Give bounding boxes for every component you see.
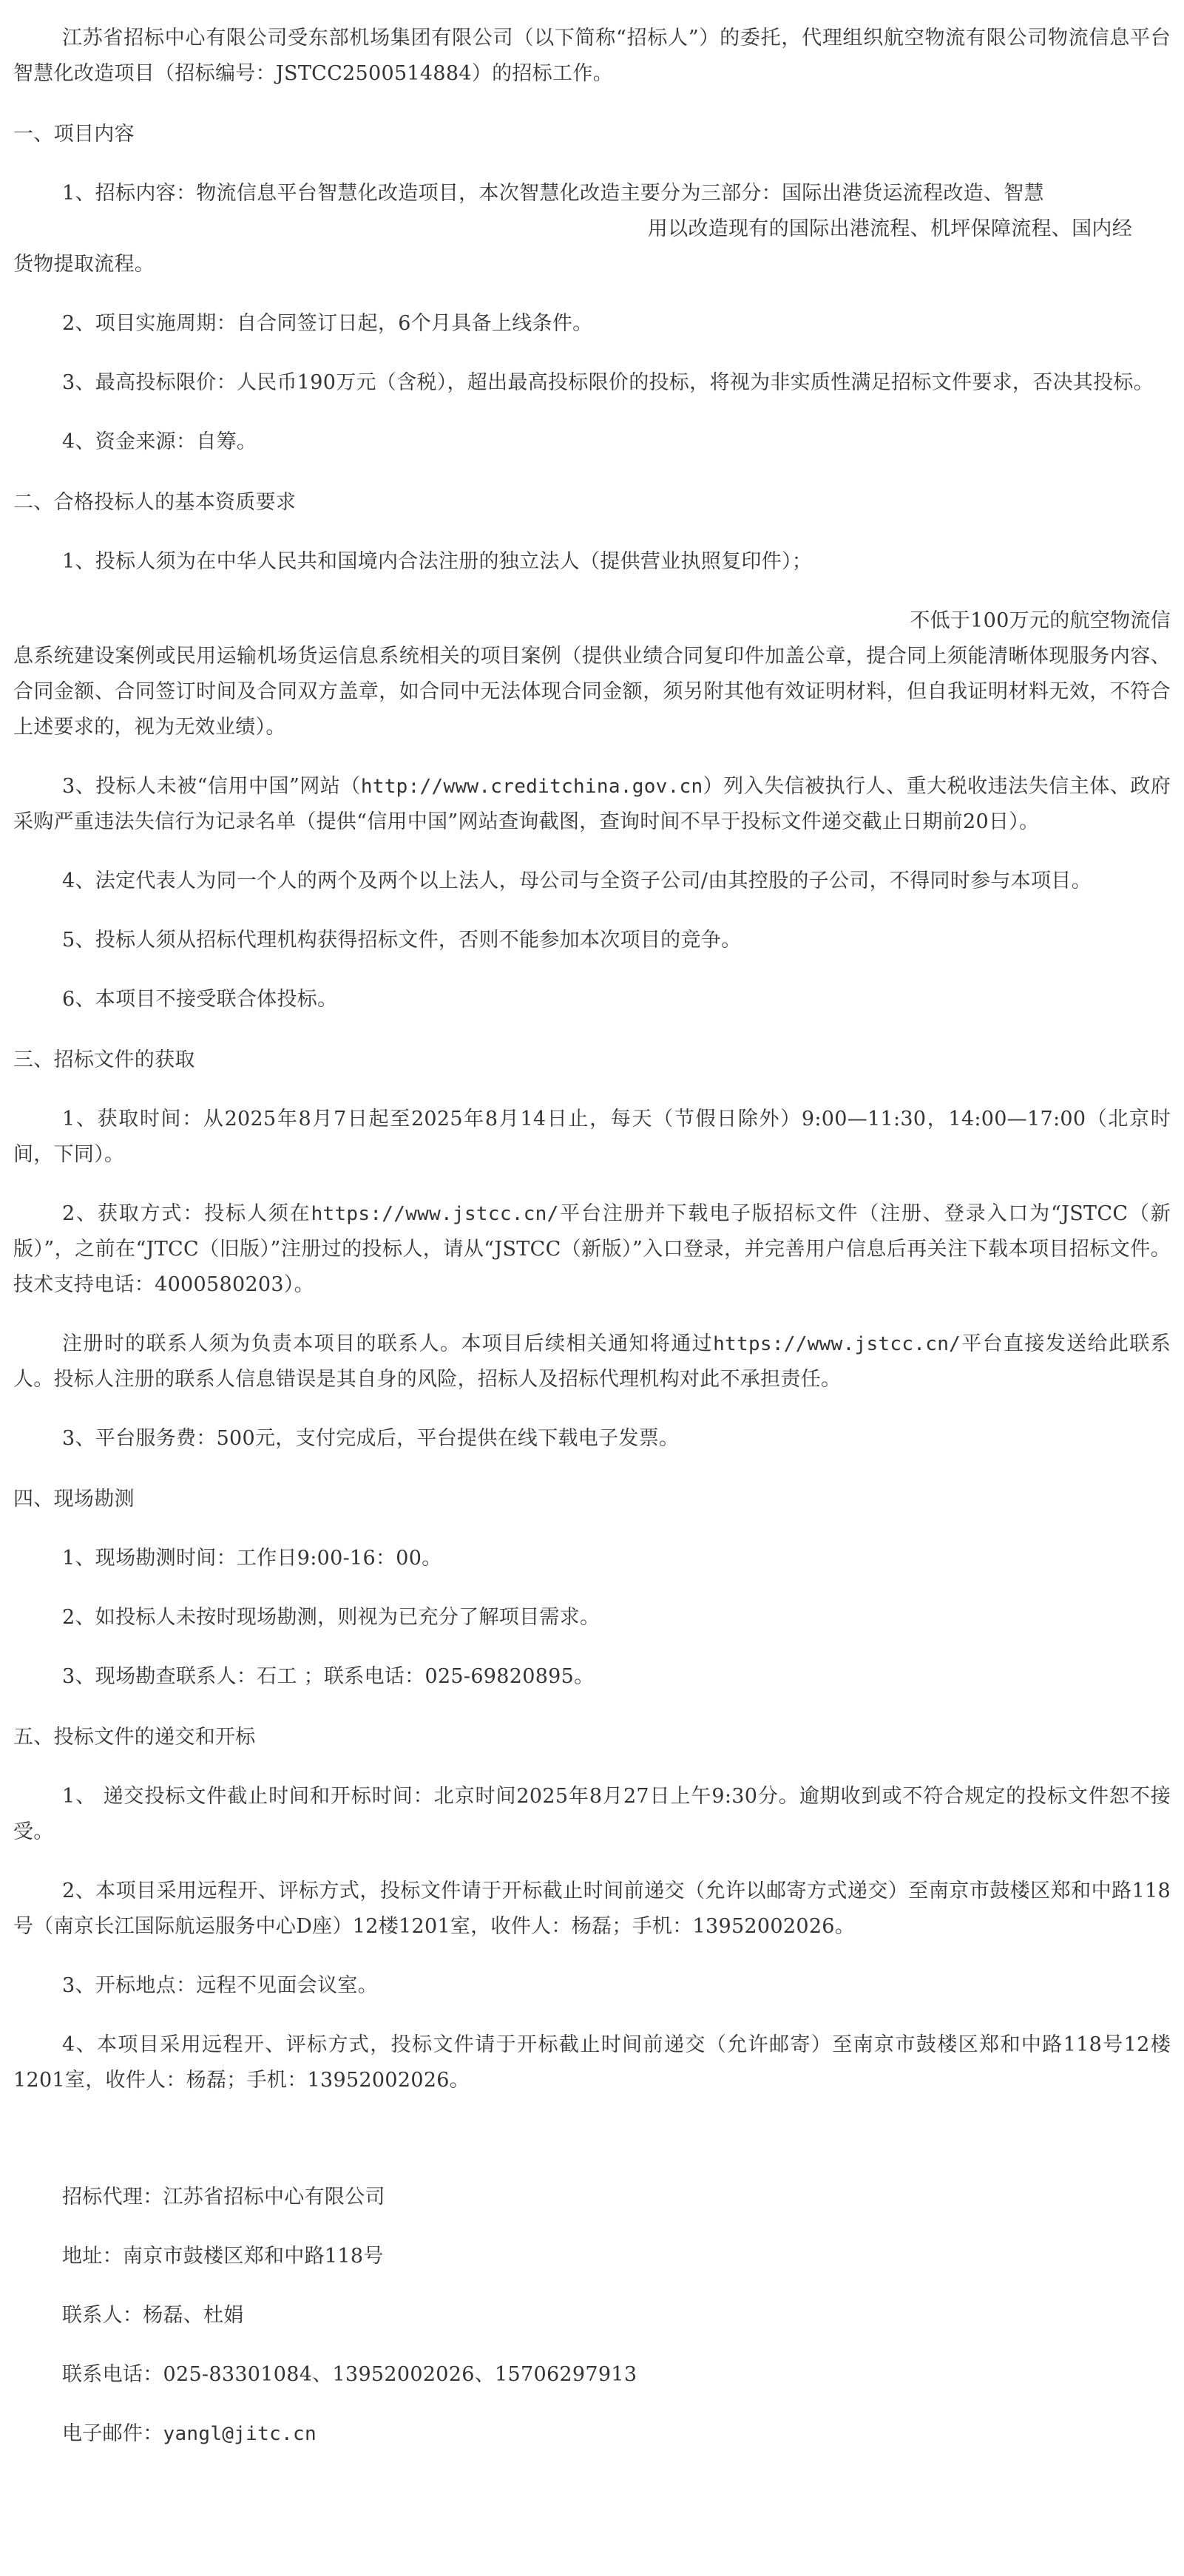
section1-heading: 一、项目内容 [13, 123, 135, 146]
section3-note-text-a: 注册时的联系人须为负责本项目的联系人。本项目后续相关通知将通过 [62, 1332, 714, 1355]
section1-item1 [13, 176, 1171, 282]
section2-item2 [13, 603, 1171, 745]
contact-agent: 招标代理：江苏省招标中心有限公司 [62, 2186, 385, 2209]
contact-phone: 联系电话：025-83301084、13952002026、15706297913 [62, 2363, 637, 2386]
contact-address: 地址：南京市鼓楼区郑和中路118号 [62, 2245, 384, 2268]
contact-email [13, 2416, 1171, 2452]
section5-item1: 1、 递交投标文件截止时间和开标时间：北京时间2025年8月27日上午9:30分。逾期收到或不符合规定的投标文件恕不接受。 [13, 1785, 1171, 1843]
section2-item4: 4、法定代表人为同一个人的两个及两个以上法人，母公司与全资子公司/由其控股的子公司，不得同时参与本项目。 [62, 870, 1092, 892]
section2-item3-text-a: 3、投标人未被“信用中国”网站（ [62, 775, 361, 798]
contact-persons: 联系人：杨磊、杜娟 [62, 2304, 244, 2327]
section1-item3: 3、最高投标限价：人民币190万元（含税），超出最高投标限价的投标，将视为非实质性满足招标文件要求，否决其投标。 [62, 371, 1154, 394]
section3-item3: 3、平台服务费：500元，支付完成后，平台提供在线下载电子发票。 [62, 1427, 680, 1450]
section2-item5: 5、投标人须从招标代理机构获得招标文件，否则不能参加本次项目的竞争。 [62, 929, 742, 952]
section4-heading: 四、现场勘测 [13, 1488, 135, 1511]
section2-item3 [13, 769, 1171, 840]
section1-item1-line2: 用以改造现有的国际出港流程、机坪保障流程、国内经 [647, 217, 1132, 240]
section3-note [13, 1326, 1171, 1397]
contact-email-label: 电子邮件： [62, 2422, 163, 2445]
jstcc-link[interactable]: https://www.jstcc.cn/ [311, 1203, 559, 1225]
section2-item2-line1: 不低于100万元的航空物流信 [910, 609, 1171, 632]
section3-item2-text-b: 平台注册并下载电子版招标文件（注册、登录入口为“JSTCC（新版）”，之前在“JTCC（旧版）”注册过的投标人，请从“JSTCC（新版）”入口登录，并完善用户信息后再关注下载本项目招标文件。技术支持电话：4000580203）。 [13, 1202, 1171, 1296]
section4-item1: 1、现场勘测时间：工作日9:00-16：00。 [62, 1547, 442, 1570]
section4-item2: 2、如投标人未按时现场勘测，则视为已充分了解项目需求。 [62, 1606, 601, 1629]
section1-item1-line3: 货物提取流程。 [13, 253, 155, 276]
section4-item3: 3、现场勘查联系人：石工 ；联系电话：025-69820895。 [62, 1665, 595, 1688]
section2-heading: 二、合格投标人的基本资质要求 [13, 491, 297, 514]
section5-item2: 2、本项目采用远程开、评标方式，投标文件请于开标截止时间前递交（允许以邮寄方式递交）至南京市鼓楼区郑和中路118号（南京长江国际航运服务中心D座）12楼1201室，收件人：杨磊；手机：13952002026。 [13, 1880, 1171, 1938]
section3-item2-text-a: 2、获取方式：投标人须在 [62, 1202, 311, 1225]
jstcc-link-2[interactable]: https://www.jstcc.cn/ [713, 1333, 961, 1355]
section2-item2-rest: 息系统建设案例或民用运输机场货运信息系统相关的项目案例（提供业绩合同复印件加盖公章，提合同上须能清晰体现服务内容、合同金额、合同签订时间及合同双方盖章，如合同中无法体现合同金额，须另附其他有效证明材料，但自我证明材料无效，不符合上述要求的，视为无效业绩）。 [13, 645, 1171, 739]
section1-item4: 4、资金来源：自筹。 [62, 430, 257, 453]
section5-heading: 五、投标文件的递交和开标 [13, 1726, 256, 1749]
section2-item3-text-b: ）列入失信被执行人、重大税收违法失信主体、政府采购严重违法失信行为记录名单（提供“信用中国”网站查询截图，查询时间不早于投标文件递交截止日期前20日）。 [13, 775, 1171, 833]
contact-block [13, 2180, 1171, 2452]
section2-item1: 1、投标人须为在中华人民共和国境内合法注册的独立法人（提供营业执照复印件）； [62, 550, 813, 573]
section5-item3: 3、开标地点：远程不见面会议室。 [62, 1974, 378, 1997]
section1-item1-line1: 1、招标内容：物流信息平台智慧化改造项目，本次智慧化改造主要分为三部分：国际出港货运流程改造、智慧 [62, 182, 1044, 205]
section3-heading: 三、招标文件的获取 [13, 1048, 195, 1071]
creditchina-link[interactable]: http://www.creditchina.gov.cn [360, 776, 703, 798]
email-link[interactable]: yangl@jitc.cn [163, 2423, 317, 2445]
intro-paragraph: 江苏省招标中心有限公司受东部机场集团有限公司（以下简称“招标人”）的委托，代理组织航空物流有限公司物流信息平台智慧化改造项目（招标编号：JSTCC2500514884）的招标工作。 [13, 27, 1171, 85]
section5-item4: 4、本项目采用远程开、评标方式，投标文件请于开标截止时间前递交（允许邮寄）至南京市鼓楼区郑和中路118号12楼1201室，收件人：杨磊；手机：13952002026。 [13, 2033, 1171, 2092]
section3-note-text-b: 平台直接发送给此联系人。投标人注册的联系人信息错误是其自身的风险，招标人及招标代理机构对此不承担责任。 [13, 1332, 1171, 1391]
section2-item6: 6、本项目不接受联合体投标。 [62, 988, 338, 1011]
section3-item2 [13, 1196, 1171, 1303]
section1-item2: 2、项目实施周期：自合同签订日起，6个月具备上线条件。 [62, 312, 593, 335]
section3-item1: 1、获取时间：从2025年8月7日起至2025年8月14日止，每天（节假日除外）9:00—11:30，14:00—17:00（北京时间，下同）。 [13, 1108, 1171, 1166]
